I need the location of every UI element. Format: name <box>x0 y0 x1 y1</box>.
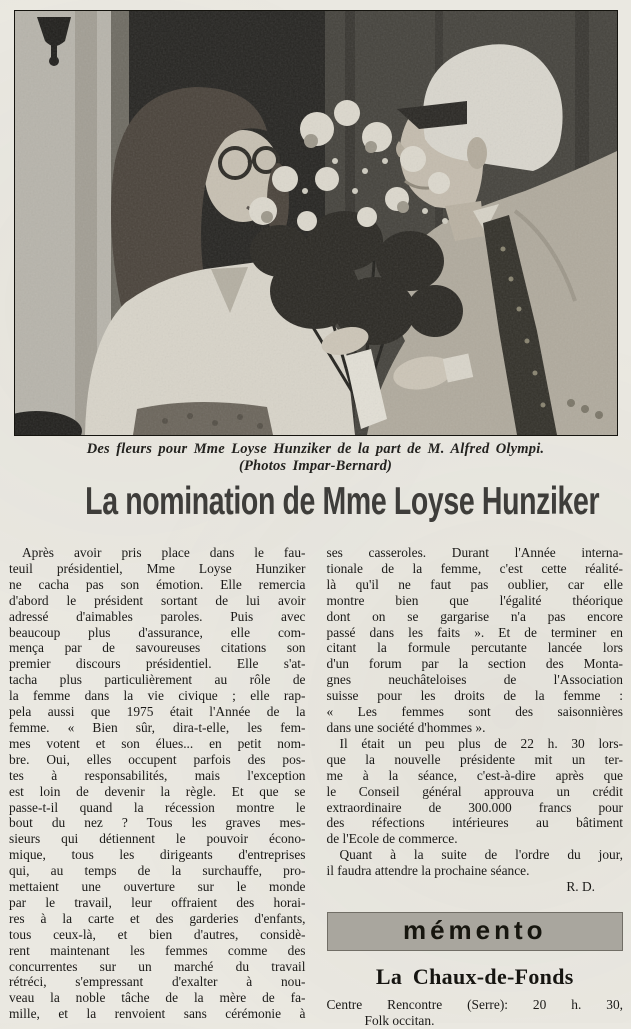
text-line: tes à responsabilités, mais l'exception <box>9 767 306 783</box>
text-line: la femme dans la vie civique ; elle rap- <box>9 688 306 704</box>
text-line: me à la séance, c'est-à-dire après que <box>326 767 623 783</box>
article-column-2 <box>327 545 624 1029</box>
article-column-1 <box>9 545 306 1029</box>
article-photo <box>14 10 618 436</box>
text-line: par le travail, leur offraient des horai- <box>9 894 306 910</box>
text-line: de l'Ecole de commerce. <box>326 831 458 847</box>
text-line: que la nouvelle présidente mit un ter- <box>326 751 623 767</box>
text-line: Folk occitan. <box>364 1012 435 1028</box>
text-line: montre bien que l'égalité théorique <box>326 592 623 608</box>
text-line: le Conseil général approuva un crédit <box>326 783 623 799</box>
article-column-2-text <box>327 545 624 895</box>
city-heading: La Chaux-de-Fonds <box>375 963 574 989</box>
text-line: il faudra attendre la prochaine séance. <box>326 863 530 879</box>
text-line: extraordinaire de 300.000 francs pour <box>326 799 623 815</box>
article-body <box>9 545 623 1029</box>
memento-banner <box>327 912 624 951</box>
text-line: ne cacha pas son émotion. Elle remercia <box>9 576 306 592</box>
text-line: Centre Rencontre (Serre): 20 h. 30, <box>326 996 623 1012</box>
text-line: mettaient une ouverture sur le monde <box>9 879 306 895</box>
photo-grain-overlay <box>15 11 617 435</box>
text-line: qui, au temps de la surchauffe, pro- <box>9 863 306 879</box>
text-line: d'un forum par la section des Monta- <box>326 656 623 672</box>
text-line: ses casseroles. Durant l'Année interna- <box>326 545 623 560</box>
text-line: Il était un peu plus de 22 h. 30 lors- <box>339 735 623 751</box>
article-headline: La nomination de Mme Loyse Hunziker <box>85 480 600 523</box>
text-line: citant la formule percutante lancée lors <box>326 640 623 656</box>
text-line: tous ceux-là, et bien d'autres, considè- <box>9 926 306 942</box>
text-line: adressé d'aimables paroles. Puis avec <box>9 608 306 624</box>
text-line: concurrentes sur un marché du travail <box>9 958 306 974</box>
text-line: R. D. <box>566 879 595 895</box>
text-line: bre. Oui, elles occupent parfois des pos- <box>9 751 306 767</box>
text-line: premier discours présidentiel. Elle s'at- <box>9 656 306 672</box>
text-line: Quant à la suite de l'ordre du jour, <box>339 847 623 863</box>
text-line: d'abord le président sortant de lui avoir <box>9 592 306 608</box>
photo-illustration <box>15 11 617 435</box>
text-line: suisse pour les droits de la femme : <box>326 688 623 704</box>
caption-text: Des fleurs pour Mme Loyse Hunziker de la part de M. Alfred Olympi. <box>86 441 545 457</box>
text-line: tacha plus particulièrement au rôle de <box>9 672 306 688</box>
text-line: passe-t-il quand la récession montre le <box>9 799 306 815</box>
text-line: « Les femmes sont des saisonnières <box>326 704 623 720</box>
text-line: des réfections intérieures au bâtiment <box>326 815 623 831</box>
text-line: mes votent et son élues... en petit nom- <box>9 735 306 751</box>
photo-caption <box>0 441 631 475</box>
text-line: mença par de savoureuses citations son <box>9 640 306 656</box>
text-line: dans une société d'hommes ». <box>326 719 486 735</box>
text-line: bout du nez ? Tous les graves mes- <box>9 815 306 831</box>
text-line: dont on se gargarise n'a pas encore <box>326 608 623 624</box>
text-line: là qu'il ne faut pas oublier, car elle <box>326 576 623 592</box>
memento-entries <box>327 997 624 1029</box>
text-line: gnes neuchâteloises de l'Association <box>326 672 623 688</box>
text-line: passé dans les faits ». Et de terminer en <box>326 624 623 640</box>
text-line: femme. « Bien sûr, dira-t-elle, les fem- <box>9 719 306 735</box>
caption-credit: (Photos Impar-Bernard) <box>238 458 393 474</box>
text-line: mille, et la renvoient sans cérémonie à <box>9 1006 306 1022</box>
text-line: est loin de devenir la règle. Et que se <box>9 783 306 799</box>
text-line: res à la carte et des garderies d'enfants, <box>9 910 306 926</box>
text-line: rent maintenant les femmes comme des <box>9 942 306 958</box>
text-line: rétréci, s'empressant d'exalter à nou- <box>9 974 306 990</box>
text-line: Après avoir pris place dans le fau- <box>22 545 306 560</box>
text-line: beaucoup plus d'assurance, elle com- <box>9 624 306 640</box>
text-line: pela aussi que 1975 était l'Année de la <box>9 704 306 720</box>
text-line: veau la noble tâche de la mère de fa- <box>9 990 306 1006</box>
text-line: sieurs qui détiennent le pouvoir écono- <box>9 831 306 847</box>
memento-label: mémento <box>402 915 547 946</box>
text-line: mique, tous les dirigeants d'entreprises <box>9 847 306 863</box>
text-line: teuil présidentiel, Mme Loyse Hunziker <box>9 560 306 576</box>
text-line: tionale de la femme, c'est cette réalité- <box>326 560 623 576</box>
